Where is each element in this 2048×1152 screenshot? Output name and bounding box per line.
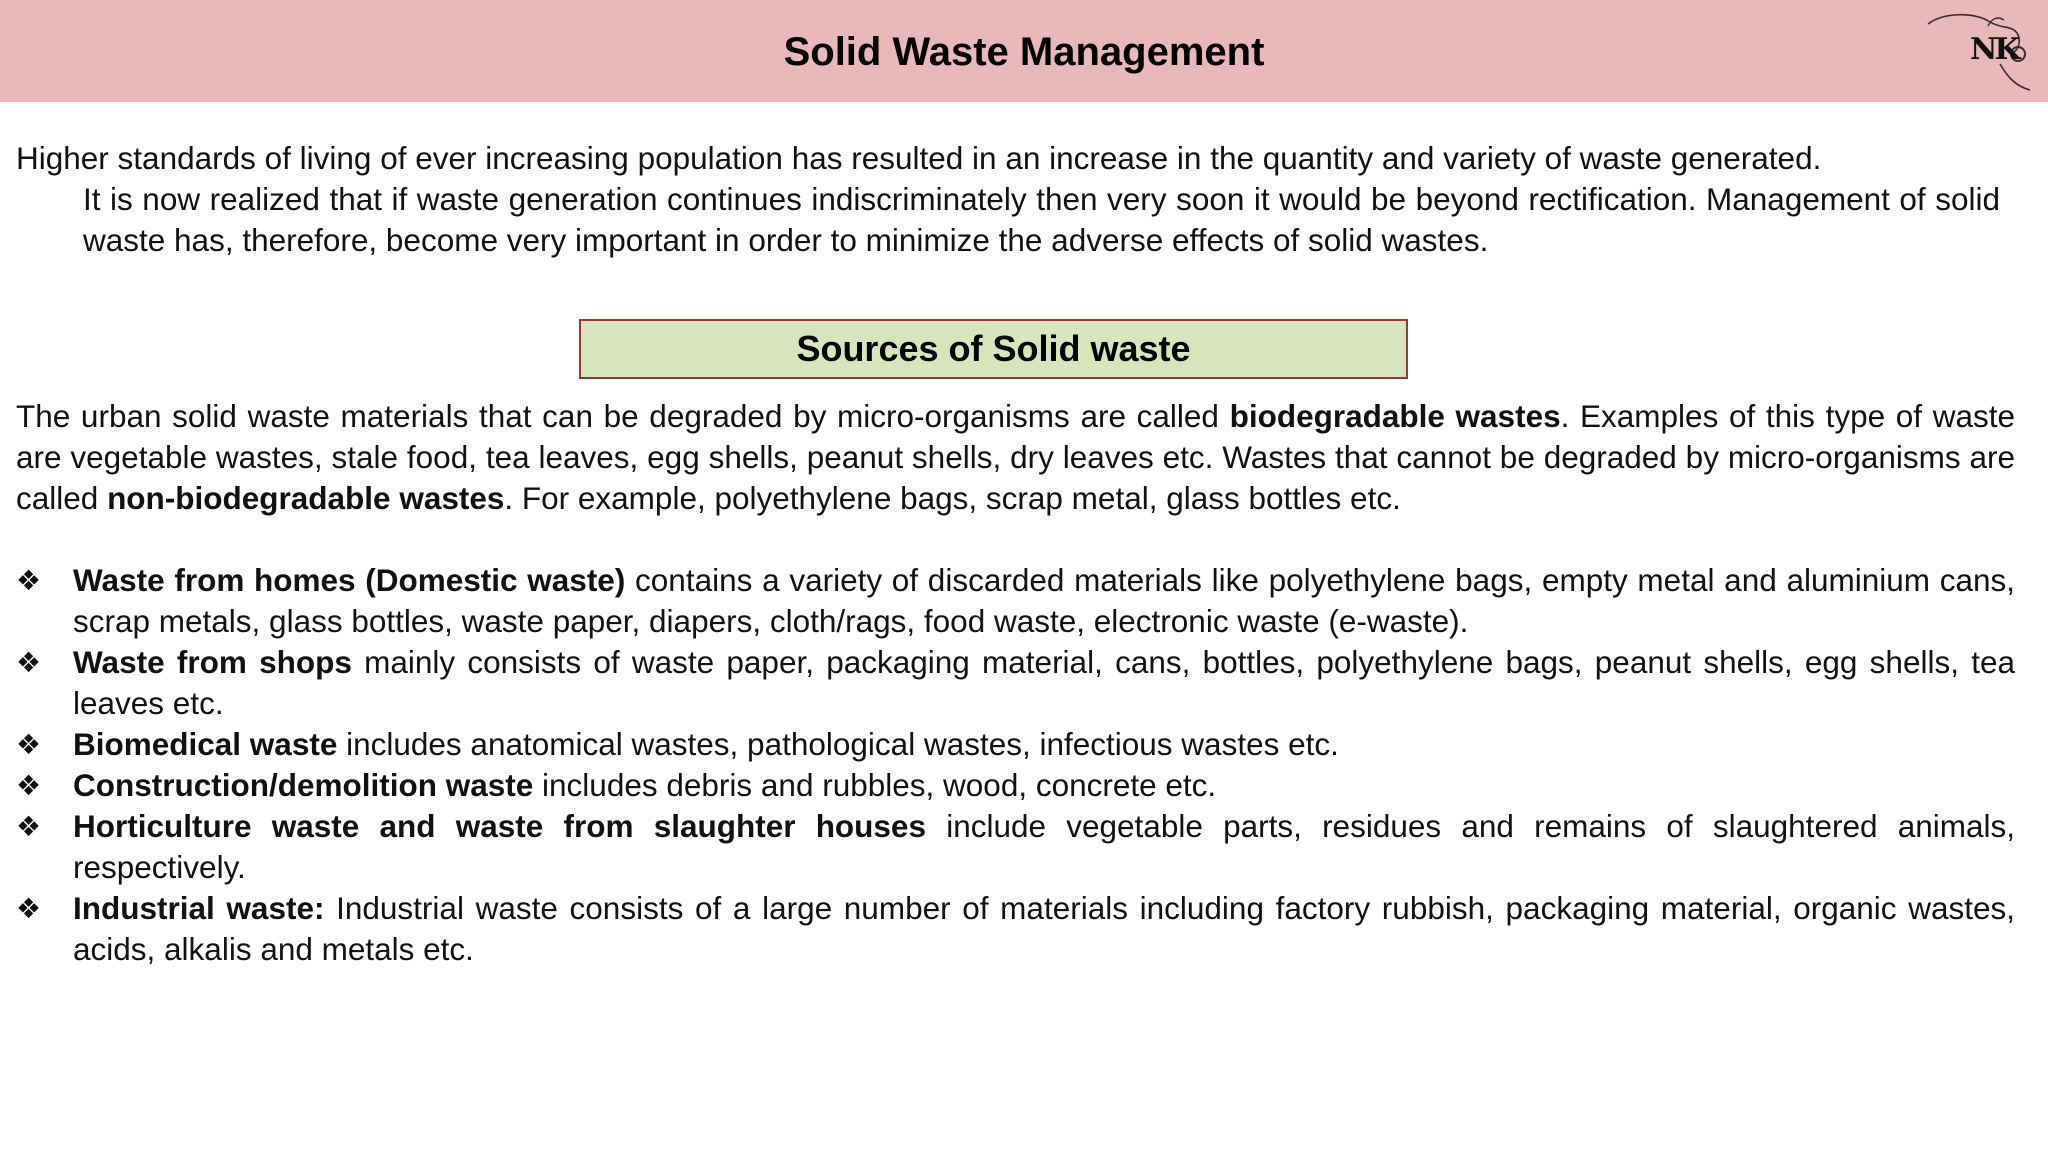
page-title: Solid Waste Management <box>783 30 1265 74</box>
diamond-bullet-icon: ❖ <box>16 728 42 761</box>
list-item <box>16 888 2015 970</box>
diamond-bullet-icon: ❖ <box>16 769 42 802</box>
intro-first-line: Higher standards of living of ever increasing population has resulted in an increase in the quantity and variety of waste generated. <box>16 140 1822 176</box>
term-non-biodegradable: non-biodegradable wastes <box>107 480 505 516</box>
sources-text-3: . For example, polyethylene bags, scrap metal, glass bottles etc. <box>504 480 1401 516</box>
term-biodegradable: biodegradable wastes <box>1229 398 1561 434</box>
signature-logo-icon <box>1922 8 2038 96</box>
diamond-bullet-icon: ❖ <box>16 646 42 679</box>
list-item <box>16 806 2015 888</box>
bullet-term: Biomedical waste <box>73 726 338 762</box>
sources-text-2: . Examples of this type of waste are vegetable wastes, stale food, tea leaves, egg shells, peanut shells, dry leaves etc. Wastes that cannot be degraded by micro-organisms are called <box>16 398 2015 516</box>
bullet-term: Waste from shops <box>73 644 352 680</box>
diamond-bullet-icon: ❖ <box>16 810 42 843</box>
intro-paragraph <box>16 138 2000 261</box>
list-item <box>16 642 2015 724</box>
section-heading-box: Sources of Solid waste <box>579 319 1408 379</box>
waste-types-list <box>16 560 2015 970</box>
list-item <box>16 765 2015 806</box>
bullet-term: Waste from homes (Domestic waste) <box>73 562 626 598</box>
diamond-bullet-icon: ❖ <box>16 564 42 597</box>
bullet-term: Construction/demolition waste <box>73 767 534 803</box>
sources-text-1: The urban solid waste materials that can be degraded by micro-organisms are called <box>16 398 1230 434</box>
bullet-text: includes debris and rubbles, wood, concrete etc. <box>533 767 1217 803</box>
list-item <box>16 560 2015 642</box>
bullet-text: include vegetable parts, residues and remains of slaughtered animals, respectively. <box>73 808 2015 885</box>
sources-paragraph <box>16 396 2015 519</box>
bullet-term: Horticulture waste and waste from slaughter houses <box>73 808 926 844</box>
bullet-term: Industrial waste: <box>73 890 325 926</box>
bullet-text: contains a variety of discarded materials like polyethylene bags, empty metal and aluminium cans, scrap metals, glass bottles, waste paper, diapers, cloth/rags, food waste, electronic waste (e-waste). <box>73 562 2016 639</box>
logo-text: NK <box>1970 32 2018 67</box>
diamond-bullet-icon: ❖ <box>16 892 42 925</box>
list-item <box>16 724 2015 765</box>
intro-continuation: It is now realized that if waste generation continues indiscriminately then very soon it would be beyond rectification. Management of solid waste has, therefore, become very important in order to minimize the adverse effects of solid wastes. <box>83 181 2000 258</box>
bullet-text: mainly consists of waste paper, packaging material, cans, bottles, polyethylene bags, peanut shells, egg shells, tea leaves etc. <box>73 644 2015 721</box>
bullet-text: includes anatomical wastes, pathological wastes, infectious wastes etc. <box>337 726 1339 762</box>
bullet-text: Industrial waste consists of a large number of materials including factory rubbish, packaging material, organic wastes, acids, alkalis and metals etc. <box>73 890 2015 967</box>
